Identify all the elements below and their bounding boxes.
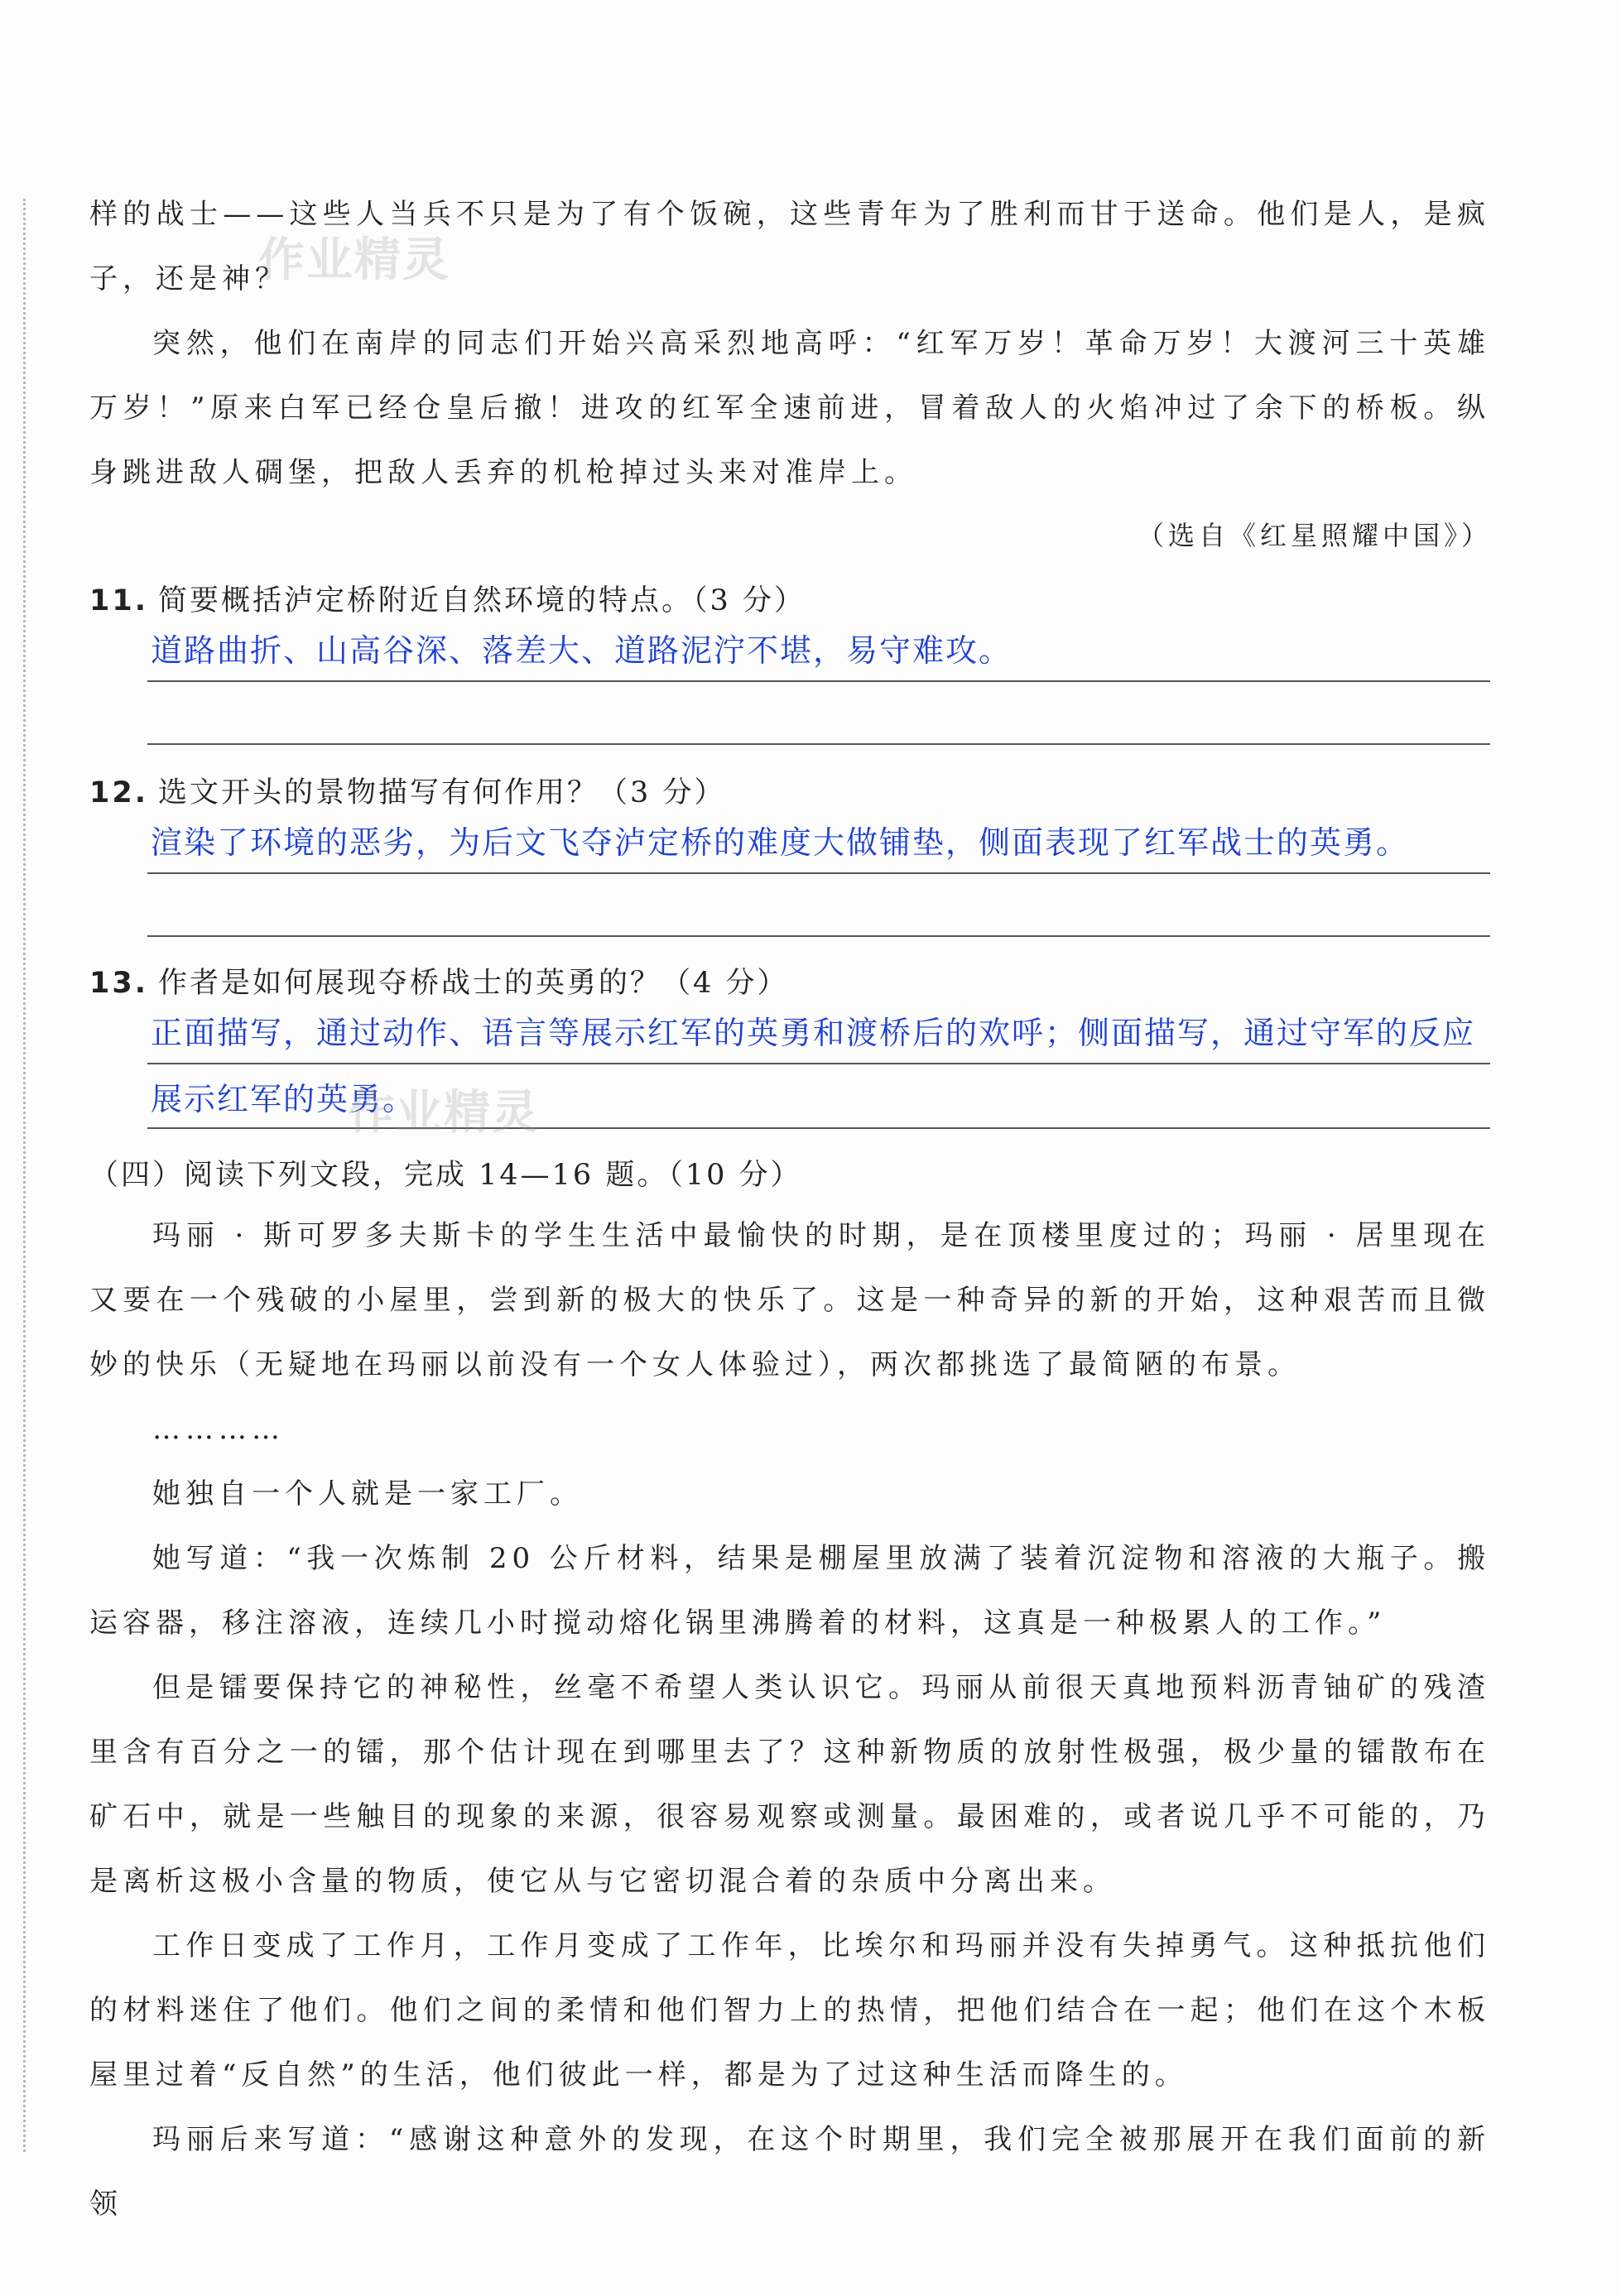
question-12-text: 选文开头的景物描写有何作用？（3 分） bbox=[158, 776, 726, 809]
answer-line bbox=[147, 935, 1490, 937]
section-four-paragraph-6: 玛丽后来写道：“感谢这种意外的发现，在这个时期里，我们完全被那展开在我们面前的新领 bbox=[89, 2123, 1490, 2221]
answer-12: 渲染了环境的恶劣，为后文飞夺泸定桥的难度大做铺垫，侧面表现了红军战士的英勇。 bbox=[151, 824, 1410, 861]
question-12-number: 12. bbox=[89, 776, 149, 809]
passage-source: （选自《红星照耀中国》） bbox=[1137, 520, 1492, 551]
binding-margin-line bbox=[23, 199, 26, 2152]
section-four-paragraph-2: 她独自一个人就是一家工厂。 bbox=[152, 1477, 583, 1511]
question-11-number: 11. bbox=[89, 584, 149, 617]
answer-line bbox=[147, 1063, 1490, 1064]
passage-paragraph-1: 样的战士——这些人当兵不只是为了有个饭碗，这些青年为了胜利而甘于送命。他们是人，是疯子，还是神？ bbox=[89, 198, 1490, 295]
answer-line bbox=[147, 680, 1490, 682]
section-four-paragraph-4: 但是镭要保持它的神秘性，丝毫不希望人类认识它。玛丽从前很天真地预料沥青铀矿的残渣里含有百分之一的镭，那个估计现在到哪里去了？这种新物质的放射性极强，极少量的镭散布在矿石中，就是一些触目的现象的来源，很容易观察或测量。最困难的，或者说几乎不可能的，乃是离析这极小含量的物质，使它从与它密切混合着的杂质中分离出来。 bbox=[89, 1671, 1490, 1898]
answer-13: 正面描写，通过动作、语言等展示红军的英勇和渡桥后的欢呼；侧面描写，通过守军的反应展示红军的英勇。 bbox=[151, 1015, 1476, 1117]
question-13 bbox=[89, 960, 788, 1001]
answer-11: 道路曲折、山高谷深、落差大、道路泥泞不堪，易守难攻。 bbox=[151, 632, 1013, 669]
section-four-paragraph-3: 她写道：“我一次炼制 20 公斤材料，结果是棚屋里放满了装着沉淀物和溶液的大瓶子。搬运容器，移注溶液，连续几小时搅动熔化锅里沸腾着的材料，这真是一种极累人的工作。” bbox=[89, 1542, 1490, 1640]
question-12 bbox=[89, 770, 725, 811]
answer-line bbox=[147, 1127, 1490, 1129]
watermark-text: 作业精灵 bbox=[258, 233, 450, 287]
question-13-number: 13. bbox=[89, 967, 149, 1000]
question-13-text: 作者是如何展现夺桥战士的英勇的？（4 分） bbox=[158, 967, 789, 1000]
question-11 bbox=[89, 578, 806, 619]
answer-line bbox=[147, 743, 1490, 745]
question-11-text: 简要概括泸定桥附近自然环境的特点。（3 分） bbox=[158, 584, 806, 617]
section-four-title: （四）阅读下列文段，完成 14—16 题。（10 分） bbox=[89, 1159, 802, 1192]
answer-line bbox=[147, 872, 1490, 874]
watermark-text: 作业精灵 bbox=[348, 1086, 540, 1140]
section-four-ellipsis: ………… bbox=[152, 1413, 285, 1446]
passage-paragraph-2: 突然，他们在南岸的同志们开始兴高采烈地高呼：“红军万岁！革命万岁！大渡河三十英雄万岁！”原来白军已经仓皇后撤！进攻的红军全速前进，冒着敌人的火焰冲过了余下的桥板。纵身跳进敌人碉堡，把敌人丢弃的机枪掉过头来对准岸上。 bbox=[89, 327, 1490, 489]
section-four-paragraph-5: 工作日变成了工作月，工作月变成了工作年，比埃尔和玛丽并没有失掉勇气。这种抵抗他们的材料迷住了他们。他们之间的柔情和他们智力上的热情，把他们结合在一起；他们在这个木板屋里过着“反自然”的生活，他们彼此一样，都是为了过这种生活而降生的。 bbox=[89, 1929, 1490, 2092]
section-four-paragraph-1: 玛丽 · 斯可罗多夫斯卡的学生生活中最愉快的时期，是在顶楼里度过的；玛丽 · 居里现在又要在一个残破的小屋里，尝到新的极大的快乐了。这是一种奇异的新的开始，这种艰苦而且微妙的快乐（无疑地在玛丽以前没有一个女人体验过），两次都挑选了最简陋的布景。 bbox=[89, 1219, 1490, 1381]
